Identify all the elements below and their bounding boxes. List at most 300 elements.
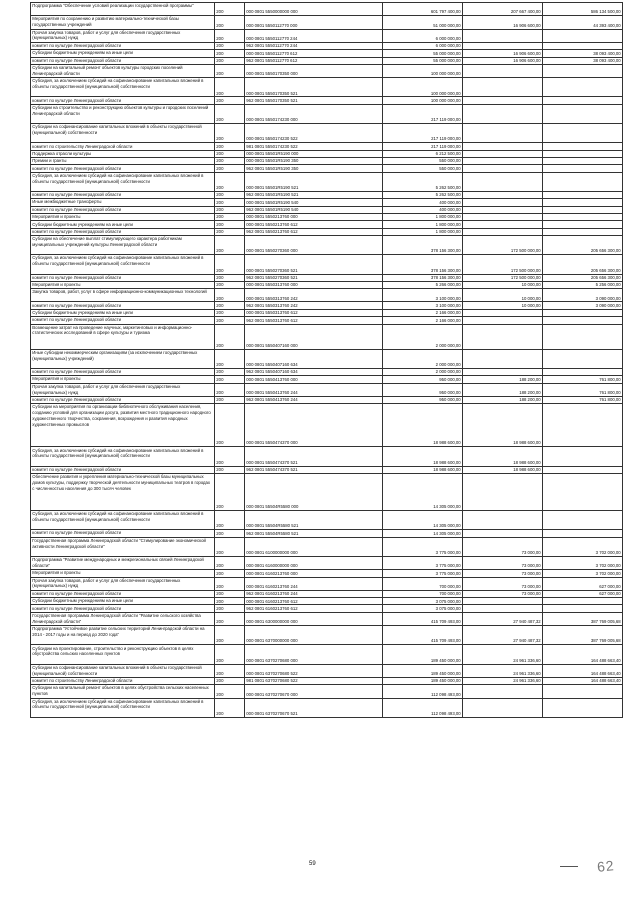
table-row: [31, 645, 623, 664]
budget-line-name: комитет по культуре Ленинградской области: [31, 165, 215, 172]
amount-unexecuted: 164 488 663,40: [543, 664, 623, 677]
table-row: [31, 590, 623, 597]
budget-line-code: 200: [215, 376, 245, 383]
table-row: [31, 236, 623, 255]
budget-line-code: 200: [215, 302, 245, 309]
budget-line-code: 200: [215, 42, 245, 49]
table-row: [31, 255, 623, 274]
budget-line-name: комитет по культуре Ленинградской области: [31, 317, 215, 324]
amount-approved: 3 775 000,00: [383, 556, 463, 569]
amount-executed: [463, 104, 543, 123]
amount-executed: 16 906 600,00: [463, 50, 543, 57]
amount-approved: 950 000,00: [383, 376, 463, 383]
budget-line-code: 200: [215, 16, 245, 29]
amount-unexecuted: [543, 172, 623, 191]
budget-line-code: 200: [215, 324, 245, 349]
amount-approved: 3 775 000,00: [383, 537, 463, 556]
amount-approved: 2 000 000,00: [383, 349, 463, 368]
table-row: [31, 206, 623, 213]
table-row: [31, 677, 623, 684]
amount-executed: [463, 150, 543, 157]
amount-executed: 24 961 336,60: [463, 645, 543, 664]
amount-unexecuted: 586 134 500,00: [543, 3, 623, 16]
budget-line-name: комитет по культуре Ленинградской области: [31, 42, 215, 49]
page-number: 59: [309, 861, 316, 867]
amount-unexecuted: 387 769 005,68: [543, 612, 623, 625]
amount-unexecuted: [543, 29, 623, 42]
budget-classification: 000 0801 5550474370 521: [245, 447, 383, 466]
table-row: [31, 16, 623, 29]
amount-executed: [463, 213, 543, 220]
amount-executed: 73 000,00: [463, 556, 543, 569]
amount-approved: 415 709 493,00: [383, 626, 463, 645]
table-row: [31, 302, 623, 309]
amount-unexecuted: [543, 685, 623, 698]
budget-line-code: 200: [215, 309, 245, 316]
table-row: [31, 274, 623, 281]
amount-unexecuted: 38 093 400,00: [543, 57, 623, 64]
budget-line-name: Подпрограмма "Обеспечение условий реализации государственной программы": [31, 3, 215, 16]
budget-classification: 962 0801 5550112770 612: [245, 57, 383, 64]
budget-line-name: Субсидии на софинансирование капитальных вложений в объекты государственной (муниципальной) собственности: [31, 664, 215, 677]
amount-executed: [463, 368, 543, 375]
budget-line-code: 200: [215, 605, 245, 612]
table-row: [31, 570, 623, 577]
budget-line-code: 200: [215, 368, 245, 375]
budget-line-code: 200: [215, 172, 245, 191]
budget-line-name: Субсидия, за исключением субсидий на софинансирование капитальных вложений в объекты государственной (муниципальной) собственности: [31, 78, 215, 97]
budget-line-code: 200: [215, 447, 245, 466]
budget-line-name: Субсидия, за исключением субсидий на софинансирование капитальных вложений в объекты государственной (муниципальной) собственности: [31, 511, 215, 530]
amount-unexecuted: [543, 598, 623, 605]
table-row: [31, 228, 623, 235]
amount-approved: 3 100 000,00: [383, 302, 463, 309]
table-row: [31, 104, 623, 123]
budget-classification: 000 0801 5550112770 244: [245, 29, 383, 42]
amount-unexecuted: [543, 530, 623, 537]
amount-executed: 73 000,00: [463, 537, 543, 556]
budget-line-code: 200: [215, 206, 245, 213]
amount-approved: 950 000,00: [383, 396, 463, 403]
amount-unexecuted: [543, 473, 623, 510]
budget-line-name: Мероприятия и проекты: [31, 213, 215, 220]
amount-approved: 189 450 000,00: [383, 664, 463, 677]
budget-classification: 000 0801 55501R5190 540: [245, 199, 383, 206]
table-row: [31, 664, 623, 677]
budget-classification: 000 0801 6300000000 000: [245, 612, 383, 625]
amount-executed: [463, 598, 543, 605]
table-row: [31, 143, 623, 150]
budget-classification: 962 0801 5550313760 612: [245, 317, 383, 324]
budget-line-name: комитет по строительству Ленинградской области: [31, 677, 215, 684]
budget-line-name: Субсидии бюджетным учреждениям на иные цели: [31, 598, 215, 605]
budget-classification: 981 0801 5550174230 522: [245, 143, 383, 150]
budget-line-code: 200: [215, 664, 245, 677]
amount-executed: 73 000,00: [463, 590, 543, 597]
amount-approved: 5 262 500,00: [383, 172, 463, 191]
budget-line-code: 200: [215, 221, 245, 228]
table-row: [31, 281, 623, 288]
amount-approved: 14 305 000,00: [383, 530, 463, 537]
budget-line-name: Субсидия, за исключением субсидий на софинансирование капитальных вложений в объекты государственной (муниципальной) собственности: [31, 698, 215, 717]
amount-executed: 10 000,00: [463, 302, 543, 309]
table-row: [31, 447, 623, 466]
budget-line-name: Субсидии на обеспечение выплат стимулирующего характера работникам муниципальных учреждений культуры Ленинградской области: [31, 236, 215, 255]
amount-unexecuted: [543, 324, 623, 349]
budget-line-name: Иные межбюджетные трансферты: [31, 199, 215, 206]
amount-approved: 6 000 000,00: [383, 42, 463, 49]
amount-approved: 1 800 000,00: [383, 221, 463, 228]
budget-classification: 000 0801 5550407160 634: [245, 349, 383, 368]
amount-unexecuted: 3 702 000,00: [543, 570, 623, 577]
table-row: [31, 172, 623, 191]
amount-executed: [463, 124, 543, 143]
amount-executed: 18 988 600,00: [463, 466, 543, 473]
amount-executed: [463, 158, 543, 165]
budget-line-name: Обеспечение развития и укрепления материально-технической базы муниципальных домов культуры, поддержку творческой деятельности муниципальных театров в городах с численностью населения до 300 тысяч человек: [31, 473, 215, 510]
amount-executed: 16 906 600,00: [463, 16, 543, 29]
budget-line-name: Мероприятия и проекты: [31, 281, 215, 288]
budget-classification: 000 0801 5550174230 522: [245, 124, 383, 143]
budget-line-name: Подпрограмма "Развитие международных и межрегиональных связей Ленинградской области": [31, 556, 215, 569]
budget-line-name: Субсидии на проектирование, строительство и реконструкцию объектов в целях обустройства сельских населенных пунктов: [31, 645, 215, 664]
amount-unexecuted: 164 488 663,40: [543, 677, 623, 684]
table-row: [31, 368, 623, 375]
amount-approved: 400 000,00: [383, 206, 463, 213]
amount-executed: [463, 78, 543, 97]
table-row: [31, 150, 623, 157]
budget-line-code: 200: [215, 150, 245, 157]
amount-executed: [463, 172, 543, 191]
amount-executed: 27 940 487,32: [463, 612, 543, 625]
budget-line-name: комитет по культуре Ленинградской области: [31, 274, 215, 281]
budget-classification: 000 0801 5550413760 244: [245, 383, 383, 396]
amount-approved: 3 100 000,00: [383, 289, 463, 302]
budget-classification: 000 0801 5550000000 000: [245, 3, 383, 16]
budget-line-name: Мероприятия и проекты: [31, 570, 215, 577]
table-row: [31, 191, 623, 198]
amount-approved: 378 156 300,00: [383, 236, 463, 255]
budget-line-code: 200: [215, 590, 245, 597]
budget-line-code: 200: [215, 289, 245, 302]
budget-line-code: 200: [215, 228, 245, 235]
amount-executed: [463, 349, 543, 368]
budget-classification: 000 0801 5550270360 521: [245, 255, 383, 274]
amount-executed: 188 200,00: [463, 396, 543, 403]
budget-classification: 962 0801 55501R5190 350: [245, 165, 383, 172]
budget-line-code: 200: [215, 165, 245, 172]
budget-line-code: 200: [215, 317, 245, 324]
budget-line-code: 200: [215, 64, 245, 77]
budget-line-name: Субсидии на капитальный ремонт объектов культуры городских поселений Ленинградской области: [31, 64, 215, 77]
amount-unexecuted: [543, 466, 623, 473]
amount-executed: [463, 97, 543, 104]
budget-classification: 000 0801 5550313760 242: [245, 289, 383, 302]
amount-unexecuted: [543, 511, 623, 530]
budget-line-code: 200: [215, 50, 245, 57]
amount-unexecuted: [543, 447, 623, 466]
amount-approved: 378 156 300,00: [383, 255, 463, 274]
budget-line-name: комитет по культуре Ленинградской области: [31, 396, 215, 403]
budget-line-code: 200: [215, 598, 245, 605]
budget-classification: 000 0801 5550112770 612: [245, 50, 383, 57]
amount-executed: [463, 165, 543, 172]
amount-unexecuted: [543, 42, 623, 49]
budget-table: [30, 2, 623, 718]
budget-classification: 000 0801 5550413760 000: [245, 376, 383, 383]
amount-approved: 950 000,00: [383, 383, 463, 396]
amount-executed: [463, 605, 543, 612]
amount-unexecuted: [543, 64, 623, 77]
budget-line-name: комитет по культуре Ленинградской области: [31, 590, 215, 597]
amount-unexecuted: [543, 213, 623, 220]
budget-line-code: 200: [215, 698, 245, 717]
amount-approved: 55 000 000,00: [383, 50, 463, 57]
budget-line-code: 200: [215, 29, 245, 42]
budget-line-name: Мероприятия и проекты: [31, 376, 215, 383]
amount-unexecuted: [543, 124, 623, 143]
table-row: [31, 511, 623, 530]
budget-line-name: Субсидия, за исключением субсидий на софинансирование капитальных вложений в объекты государственной (муниципальной) собственности: [31, 447, 215, 466]
budget-classification: 962 0801 5550170350 521: [245, 97, 383, 104]
amount-unexecuted: 3 702 000,00: [543, 537, 623, 556]
amount-unexecuted: 761 800,00: [543, 376, 623, 383]
budget-line-name: комитет по культуре Ленинградской области: [31, 530, 215, 537]
table-row: [31, 349, 623, 368]
budget-line-name: Иные субсидии некоммерческим организациям (за исключением государственных (муниципальных) учреждений): [31, 349, 215, 368]
budget-classification: 962 0801 5550270360 521: [245, 274, 383, 281]
budget-line-code: 200: [215, 349, 245, 368]
budget-classification: 000 0801 6160213760 612: [245, 598, 383, 605]
amount-approved: 217 119 000,00: [383, 124, 463, 143]
budget-classification: 000 0801 6370270680 000: [245, 645, 383, 664]
budget-line-name: Подпрограмма "Устойчивое развитие сельских территорий Ленинградской области на 2014 - 2017 годы и на период до 2020 года": [31, 626, 215, 645]
budget-line-name: Прочая закупка товаров, работ и услуг для обеспечения государственных (муниципальных) нужд: [31, 383, 215, 396]
amount-executed: [463, 698, 543, 717]
budget-classification: 000 0801 6160000000 000: [245, 556, 383, 569]
table-row: [31, 530, 623, 537]
amount-executed: [463, 473, 543, 510]
amount-executed: [463, 511, 543, 530]
budget-classification: 000 0801 6370270670 000: [245, 685, 383, 698]
budget-line-name: комитет по строительству Ленинградской области: [31, 143, 215, 150]
budget-line-name: комитет по культуре Ленинградской области: [31, 302, 215, 309]
budget-classification: 000 0801 6370270680 522: [245, 664, 383, 677]
handwritten-page-mark: 62: [596, 857, 616, 875]
budget-line-code: 200: [215, 570, 245, 577]
amount-approved: 6 000 000,00: [383, 29, 463, 42]
table-row: [31, 64, 623, 77]
budget-line-code: 200: [215, 97, 245, 104]
budget-classification: 000 0801 5550270360 000: [245, 236, 383, 255]
amount-executed: 18 988 600,00: [463, 447, 543, 466]
budget-classification: 962 0801 5550407160 634: [245, 368, 383, 375]
amount-unexecuted: 627 000,00: [543, 590, 623, 597]
budget-line-code: 200: [215, 677, 245, 684]
table-row: [31, 598, 623, 605]
budget-line-name: Субсидии на капитальный ремонт объектов в целях обустройства сельских населенных пунктов: [31, 685, 215, 698]
amount-approved: 2 000 000,00: [383, 368, 463, 375]
table-row: [31, 376, 623, 383]
table-row: [31, 42, 623, 49]
amount-unexecuted: [543, 150, 623, 157]
budget-line-name: комитет по культуре Ленинградской области: [31, 466, 215, 473]
budget-line-name: Субсидии бюджетным учреждениям на иные цели: [31, 309, 215, 316]
budget-line-name: Государственная программа Ленинградской области "Развитие сельского хозяйства Ленинградской области": [31, 612, 215, 625]
budget-classification: 000 0801 55504R5580 000: [245, 473, 383, 510]
budget-line-code: 200: [215, 383, 245, 396]
budget-line-code: 200: [215, 124, 245, 143]
budget-classification: 000 0801 5550174230 000: [245, 104, 383, 123]
amount-unexecuted: 5 256 000,00: [543, 281, 623, 288]
amount-approved: 55 000 000,00: [383, 57, 463, 64]
amount-unexecuted: [543, 368, 623, 375]
amount-executed: 27 940 487,32: [463, 626, 543, 645]
budget-classification: 000 0801 6160213760 244: [245, 577, 383, 590]
amount-approved: 2 166 000,00: [383, 317, 463, 324]
budget-line-code: 200: [215, 274, 245, 281]
amount-approved: 3 075 000,00: [383, 605, 463, 612]
budget-line-code: 200: [215, 530, 245, 537]
amount-approved: 18 988 600,00: [383, 466, 463, 473]
budget-line-code: 200: [215, 645, 245, 664]
budget-line-code: 200: [215, 396, 245, 403]
amount-executed: 188 200,00: [463, 383, 543, 396]
amount-executed: [463, 64, 543, 77]
amount-approved: 51 000 000,00: [383, 16, 463, 29]
amount-unexecuted: [543, 143, 623, 150]
budget-classification: 000 0801 5550313760 000: [245, 281, 383, 288]
budget-line-code: 200: [215, 78, 245, 97]
amount-approved: 100 000 000,00: [383, 64, 463, 77]
amount-approved: 1 800 000,00: [383, 213, 463, 220]
table-row: [31, 404, 623, 447]
amount-approved: 100 000 000,00: [383, 97, 463, 104]
budget-classification: 000 0801 55504R5580 521: [245, 511, 383, 530]
budget-line-name: Субсидии бюджетным учреждениям на иные цели: [31, 50, 215, 57]
table-row: [31, 165, 623, 172]
budget-line-code: 200: [215, 3, 245, 16]
table-row: [31, 605, 623, 612]
amount-unexecuted: 205 656 300,00: [543, 274, 623, 281]
budget-classification: 962 0801 55504R5580 521: [245, 530, 383, 537]
amount-executed: [463, 221, 543, 228]
budget-classification: 962 0801 55501R5190 540: [245, 206, 383, 213]
amount-unexecuted: [543, 165, 623, 172]
budget-classification: 000 0801 55501R5190 000: [245, 150, 383, 157]
amount-approved: 700 000,00: [383, 590, 463, 597]
table-row: [31, 221, 623, 228]
budget-line-name: комитет по культуре Ленинградской области: [31, 191, 215, 198]
budget-classification: 000 0801 6370270670 521: [245, 698, 383, 717]
amount-approved: 3 775 000,00: [383, 570, 463, 577]
table-row: [31, 50, 623, 57]
table-row: [31, 466, 623, 473]
budget-line-name: комитет по культуре Ленинградской области: [31, 228, 215, 235]
table-row: [31, 317, 623, 324]
amount-approved: 378 156 300,00: [383, 274, 463, 281]
table-row: [31, 556, 623, 569]
budget-classification: 000 0801 6370000000 000: [245, 626, 383, 645]
amount-executed: [463, 42, 543, 49]
budget-classification: 962 0801 5550313760 242: [245, 302, 383, 309]
budget-line-code: 200: [215, 199, 245, 206]
amount-unexecuted: 3 090 000,00: [543, 289, 623, 302]
budget-line-code: 200: [215, 685, 245, 698]
amount-unexecuted: [543, 228, 623, 235]
amount-approved: 1 800 000,00: [383, 228, 463, 235]
amount-approved: 5 262 500,00: [383, 191, 463, 198]
budget-classification: 000 0801 5550170350 000: [245, 64, 383, 77]
amount-unexecuted: 3 090 000,00: [543, 302, 623, 309]
amount-unexecuted: 205 656 300,00: [543, 255, 623, 274]
amount-executed: 73 000,00: [463, 577, 543, 590]
amount-unexecuted: [543, 158, 623, 165]
table-row: [31, 577, 623, 590]
table-row: [31, 383, 623, 396]
budget-line-name: Прочая закупка товаров, работ и услуг для обеспечения государственных (муниципальных) нужд: [31, 29, 215, 42]
budget-classification: 981 0801 6370270680 522: [245, 677, 383, 684]
budget-line-name: Прочая закупка товаров, работ и услуг для обеспечения государственных (муниципальных) нужд: [31, 577, 215, 590]
budget-line-code: 200: [215, 511, 245, 530]
amount-approved: 6 212 500,00: [383, 150, 463, 157]
amount-approved: 550 000,00: [383, 165, 463, 172]
budget-line-code: 200: [215, 612, 245, 625]
budget-classification: 962 0801 5550413760 244: [245, 396, 383, 403]
budget-line-name: Возмещение затрат на проведение научных, маркетинговых и информационно-статистических исследований в сфере культуры и туризма: [31, 324, 215, 349]
amount-executed: 24 961 336,60: [463, 677, 543, 684]
amount-executed: 73 000,00: [463, 570, 543, 577]
table-row: [31, 473, 623, 510]
budget-line-name: Субсидии на софинансирование капитальных вложений в объекты государственной (муниципальной) собственности: [31, 124, 215, 143]
table-row: [31, 97, 623, 104]
budget-line-name: Закупка товаров, работ, услуг в сфере информационно-коммуникационных технологий: [31, 289, 215, 302]
amount-executed: [463, 206, 543, 213]
amount-approved: 14 305 000,00: [383, 473, 463, 510]
budget-line-code: 200: [215, 191, 245, 198]
budget-line-code: 200: [215, 556, 245, 569]
amount-approved: 100 000 000,00: [383, 78, 463, 97]
amount-unexecuted: [543, 317, 623, 324]
amount-unexecuted: 627 000,00: [543, 577, 623, 590]
amount-approved: 189 450 000,00: [383, 645, 463, 664]
amount-executed: [463, 530, 543, 537]
budget-line-code: 200: [215, 473, 245, 510]
amount-unexecuted: [543, 104, 623, 123]
amount-executed: [463, 228, 543, 235]
table-row: [31, 309, 623, 316]
amount-approved: 217 119 000,00: [383, 143, 463, 150]
budget-line-name: Субсидии на строительство и реконструкцию объектов культуры и городских поселений Ленинградской области: [31, 104, 215, 123]
amount-executed: 172 500 000,00: [463, 236, 543, 255]
budget-classification: 962 0801 55501R5190 521: [245, 191, 383, 198]
budget-line-name: комитет по культуре Ленинградской области: [31, 368, 215, 375]
budget-line-code: 200: [215, 236, 245, 255]
budget-classification: 000 0801 55501R5190 350: [245, 158, 383, 165]
budget-classification: 962 0801 5550474370 521: [245, 466, 383, 473]
budget-classification: 000 0801 5550474370 000: [245, 404, 383, 447]
amount-approved: 217 119 000,00: [383, 104, 463, 123]
budget-line-name: Субсидии на мероприятия по организации библиотечного обслуживания населения, созданию условий для организации досуга, развития местного традиционного народного художественного творчества, сохранения, возрождения и развития народных художественных промыслов: [31, 404, 215, 447]
table-row: [31, 199, 623, 206]
amount-executed: [463, 324, 543, 349]
table-row: [31, 29, 623, 42]
table-row: [31, 396, 623, 403]
amount-executed: [463, 143, 543, 150]
amount-approved: 400 000,00: [383, 199, 463, 206]
table-row: [31, 537, 623, 556]
amount-approved: 18 988 600,00: [383, 447, 463, 466]
